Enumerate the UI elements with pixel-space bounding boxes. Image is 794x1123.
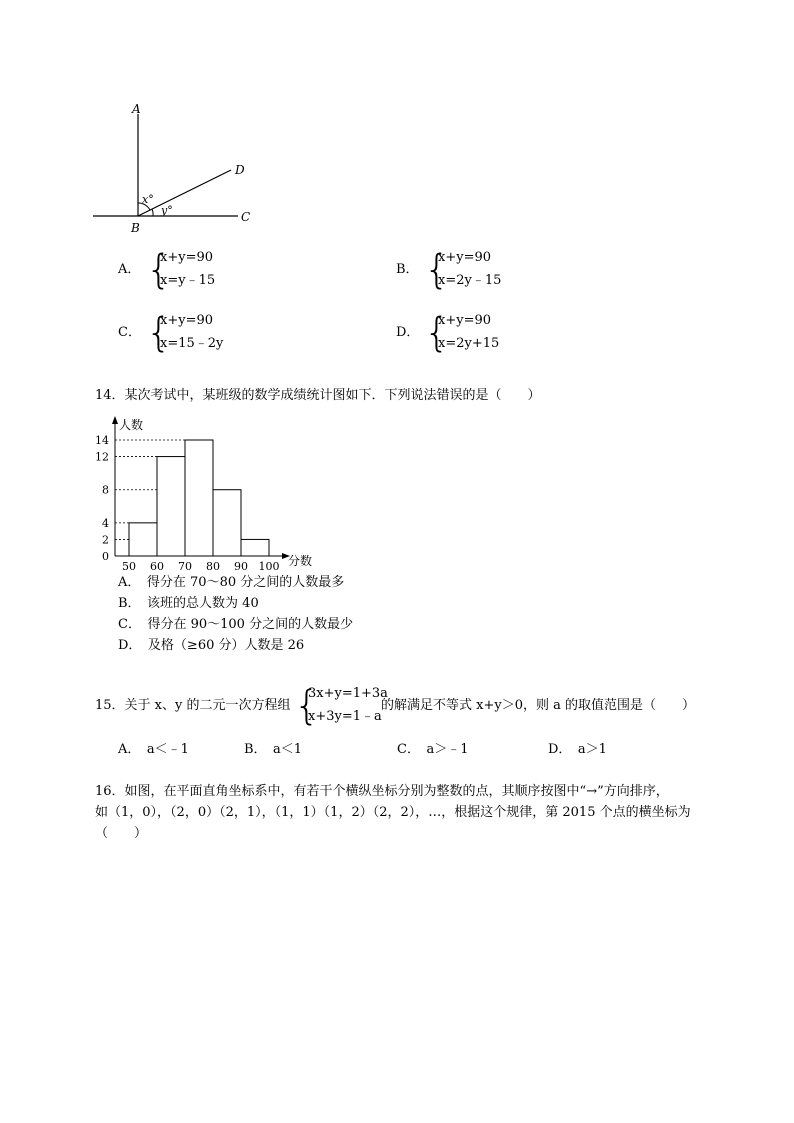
option-letter: D． <box>396 325 420 340</box>
brace-icon: { <box>424 310 450 356</box>
y-tick-label: 8 <box>102 483 109 497</box>
x-tick-label: 70 <box>178 560 192 572</box>
y-axis-arrow <box>112 416 118 424</box>
q16-line-2: 如（1，0），（2，0）（2，1），（1，1）（1，2）（2，2），…，根据这个规律，第 2015 个点的横坐标为 <box>95 805 691 820</box>
x-tick-label: 100 <box>258 560 280 572</box>
q16-line-1: 16．如图，在平面直角坐标系中，有若干个横纵坐标分别为整数的点，其顺序按图中“→”方向排序， <box>95 784 669 799</box>
brace-icon: { <box>294 683 320 729</box>
q14-option-d: D． 及格（≥60 分）人数是 26 <box>118 638 305 653</box>
bar-80-90 <box>213 490 241 556</box>
y-tick-label: 2 <box>102 533 109 547</box>
angle-arc-y <box>152 209 153 216</box>
equation-1: x+y=90 <box>160 313 214 328</box>
bar-70-80 <box>185 440 213 556</box>
y-axis-label: 人数 <box>119 418 144 432</box>
option-letter: B． <box>396 262 419 277</box>
q14-option-c: C． 得分在 90～100 分之间的人数最少 <box>118 617 354 632</box>
equation-1: x+y=90 <box>160 250 214 265</box>
label-a: A <box>132 102 141 116</box>
x-tick-label: 80 <box>206 560 220 572</box>
brace-icon: { <box>424 247 450 293</box>
bar-60-70 <box>157 457 185 556</box>
q15-suffix: 的解满足不等式 x+y＞0，则 a 的取值范围是（ ） <box>381 698 695 713</box>
q14-option-a: A． 得分在 70～80 分之间的人数最多 <box>118 575 345 590</box>
y-tick-label: 12 <box>95 450 109 464</box>
q15-option-c: C． a＞﹣1 <box>397 742 469 757</box>
bar-90-100 <box>241 539 269 556</box>
y-tick-label: 14 <box>95 434 109 447</box>
equation-2: x=2y+15 <box>438 336 500 351</box>
equation-2: x=15﹣2y <box>160 336 224 351</box>
x-tick-label: 50 <box>122 560 136 572</box>
label-c: C <box>241 210 251 224</box>
option-letter: C． <box>118 325 141 340</box>
equation-1: x+y=90 <box>438 313 492 328</box>
label-b: B <box>131 221 140 235</box>
q15-equation-1: 3x+y=1+3a <box>308 686 388 701</box>
q16-line-3: （ ） <box>95 826 148 841</box>
x-tick-label: 60 <box>150 560 164 572</box>
label-d: D <box>235 163 245 177</box>
q15-equation-2: x+3y=1﹣a <box>308 709 382 724</box>
y-tick-label: 0 <box>102 550 109 563</box>
q15-option-b: B． a＜1 <box>244 742 303 757</box>
option-letter: A． <box>118 262 141 277</box>
q14-option-b: B． 该班的总人数为 40 <box>118 596 259 611</box>
label-y: y° <box>161 204 173 217</box>
label-x: x° <box>142 193 154 206</box>
brace-icon: { <box>146 310 172 356</box>
brace-icon: { <box>146 247 172 293</box>
q15-option-d: D． a＞1 <box>548 742 607 757</box>
angle-figure <box>90 100 260 240</box>
q15-option-a: A． a＜﹣1 <box>118 742 189 757</box>
x-tick-label: 90 <box>234 560 248 572</box>
equation-1: x+y=90 <box>438 250 492 265</box>
bar-50-60 <box>129 523 157 556</box>
equation-2: x=2y﹣15 <box>438 273 502 288</box>
x-axis-label: 分数 <box>288 554 313 568</box>
equation-2: x=y﹣15 <box>160 273 216 288</box>
q14-stem: 14．某次考试中，某班级的数学成绩统计图如下．下列说法错误的是（ ） <box>95 388 541 403</box>
q15-prefix: 15．关于 x、y 的二元一次方程组 <box>95 698 291 713</box>
histogram-chart <box>92 412 332 572</box>
y-tick-label: 4 <box>102 516 109 530</box>
